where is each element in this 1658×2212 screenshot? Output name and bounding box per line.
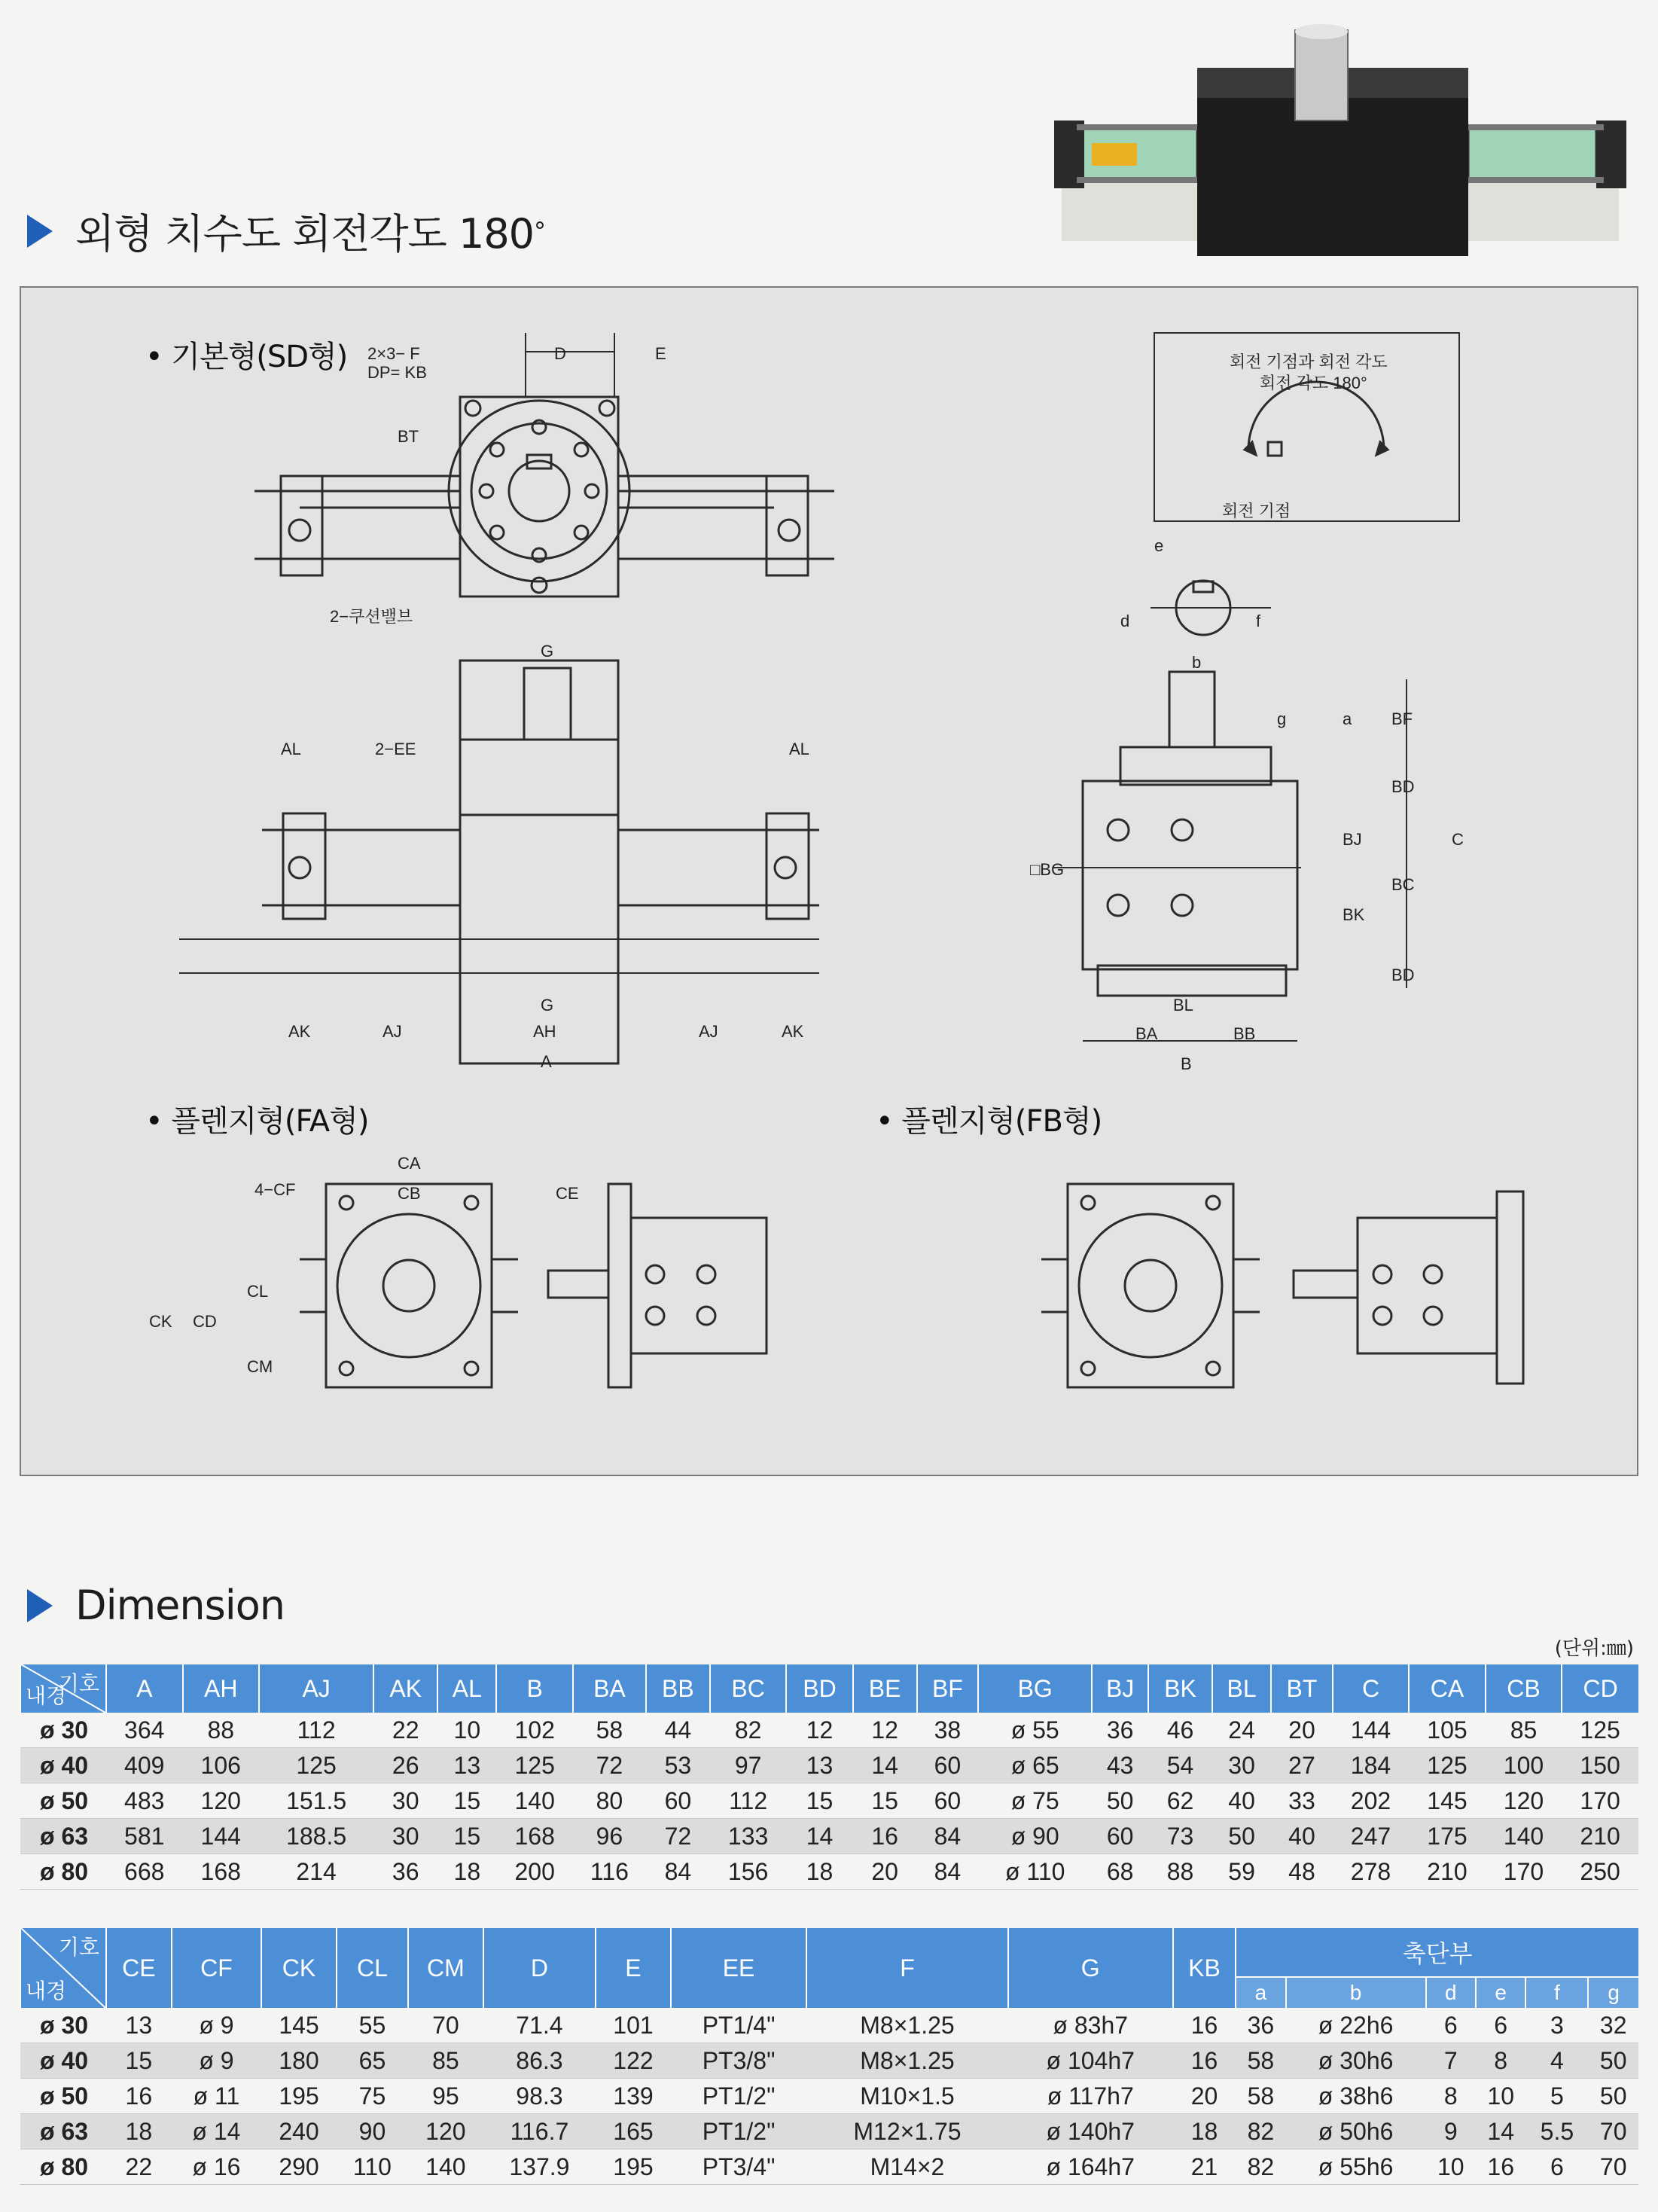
table-corner-cell (20, 1664, 106, 1713)
row-bore-cell: ø 40 (20, 2043, 106, 2079)
table-cell: 137.9 (483, 2149, 596, 2185)
column-header: BB (646, 1664, 710, 1713)
table-cell: 168 (496, 1819, 573, 1854)
row-bore-cell: ø 40 (20, 1748, 106, 1783)
table-cell: PT1/2" (671, 2114, 807, 2149)
table-cell: ø 11 (172, 2079, 262, 2114)
table-cell: 8 (1476, 2043, 1525, 2079)
table-cell: 116 (573, 1854, 646, 1890)
table-row (20, 1748, 1638, 1783)
table-cell: 188.5 (259, 1819, 373, 1854)
table-cell: 60 (917, 1783, 979, 1819)
column-header: AH (183, 1664, 260, 1713)
row-bore-cell: ø 30 (20, 2008, 106, 2043)
table-cell: 133 (710, 1819, 787, 1854)
table-cell: 175 (1409, 1819, 1486, 1854)
column-subheader: a (1236, 1977, 1285, 2008)
table-cell: ø 9 (172, 2043, 262, 2079)
table-cell: 13 (437, 1748, 496, 1783)
table-cell: 102 (496, 1713, 573, 1748)
table-cell: 122 (596, 2043, 671, 2079)
table-cell: ø 117h7 (1008, 2079, 1173, 2114)
table-cell: ø 14 (172, 2114, 262, 2149)
table-cell: 12 (853, 1713, 917, 1748)
table-cell: 10 (1476, 2079, 1525, 2114)
table-cell: M8×1.25 (806, 2008, 1007, 2043)
column-header: AL (437, 1664, 496, 1713)
column-header: EE (671, 1928, 807, 2008)
table-cell: 105 (1409, 1713, 1486, 1748)
column-header: CA (1409, 1664, 1486, 1713)
section-title-text: Dimension (75, 1582, 285, 1629)
dimension-table-1 (20, 1664, 1638, 1890)
row-bore-cell: ø 30 (20, 1713, 106, 1748)
view-label-sd: • 기본형(SD형) (145, 340, 348, 374)
column-header: AK (373, 1664, 437, 1713)
table-cell: 20 (1271, 1713, 1333, 1748)
table-cell: 140 (1486, 1819, 1562, 1854)
table-cell: 170 (1562, 1783, 1638, 1819)
table-cell: 120 (1486, 1783, 1562, 1819)
table-cell: 184 (1333, 1748, 1410, 1783)
table-row (20, 1713, 1638, 1748)
table-cell: 112 (259, 1713, 373, 1748)
table-cell: 53 (646, 1748, 710, 1783)
column-header: CE (106, 1928, 172, 2008)
table-row (20, 1854, 1638, 1890)
table-cell: 9 (1426, 2114, 1476, 2149)
table-cell: 15 (106, 2043, 172, 2079)
table-cell: 97 (710, 1748, 787, 1783)
table-cell: 36 (1092, 1713, 1148, 1748)
table-cell: 150 (1562, 1748, 1638, 1783)
row-bore-cell: ø 80 (20, 2149, 106, 2185)
table-cell: 278 (1333, 1854, 1410, 1890)
table-cell: ø 16 (172, 2149, 262, 2185)
table-cell: 409 (106, 1748, 183, 1783)
table-cell: 72 (573, 1748, 646, 1783)
table-cell: 50 (1588, 2043, 1638, 2079)
table-cell: ø 55 (978, 1713, 1092, 1748)
section-title-dimension (27, 1582, 285, 1629)
column-header: B (496, 1664, 573, 1713)
table-cell: 73 (1148, 1819, 1212, 1854)
section-title-text: 외형 치수도 회전각도 180 (75, 210, 535, 258)
table-cell: 120 (408, 2114, 483, 2149)
table-cell: 18 (786, 1854, 852, 1890)
table-cell: 27 (1271, 1748, 1333, 1783)
table-cell: 195 (261, 2079, 337, 2114)
table-cell: 125 (259, 1748, 373, 1783)
table-header-row (20, 1928, 1638, 1977)
table-cell: 125 (496, 1748, 573, 1783)
table-cell: 100 (1486, 1748, 1562, 1783)
table-cell: 202 (1333, 1783, 1410, 1819)
table-cell: 71.4 (483, 2008, 596, 2043)
table-cell: 120 (183, 1783, 260, 1819)
table-cell: 3 (1525, 2008, 1588, 2043)
column-subheader: g (1588, 1977, 1638, 2008)
table-cell: 210 (1562, 1819, 1638, 1854)
row-bore-cell: ø 50 (20, 2079, 106, 2114)
table-row (20, 2079, 1638, 2114)
table-cell: 116.7 (483, 2114, 596, 2149)
table-cell: ø 55h6 (1286, 2149, 1426, 2185)
table-cell: 125 (1562, 1713, 1638, 1748)
table-header-row (20, 1664, 1638, 1713)
table-cell: 110 (337, 2149, 408, 2185)
table-cell: 65 (337, 2043, 408, 2079)
table-cell: 16 (1173, 2043, 1236, 2079)
table-cell: 106 (183, 1748, 260, 1783)
table-cell: 101 (596, 2008, 671, 2043)
table-cell: 50 (1092, 1783, 1148, 1819)
table-cell: 290 (261, 2149, 337, 2185)
table-cell: 58 (573, 1713, 646, 1748)
corner-label-symbol: 기호 (58, 1936, 99, 1959)
section-title-dimensions-drawing (27, 202, 545, 260)
table-cell: 22 (106, 2149, 172, 2185)
table-cell: 80 (573, 1783, 646, 1819)
table-cell: 140 (408, 2149, 483, 2185)
table-cell: 13 (106, 2008, 172, 2043)
table-cell: 70 (1588, 2114, 1638, 2149)
table-cell: 95 (408, 2079, 483, 2114)
table-cell: 483 (106, 1783, 183, 1819)
table-cell: 82 (710, 1713, 787, 1748)
column-header: BT (1271, 1664, 1333, 1713)
column-header: BD (786, 1664, 852, 1713)
table-cell: 82 (1236, 2149, 1285, 2185)
table-cell: 33 (1271, 1783, 1333, 1819)
drawing-annotations: 2×3− F DP= KB D E BT 2−쿠션밸브 회전 기점과 회전 각도 회전 각도 180° 회전 기점 e d f G AL 2−EE AL G AK AJ AH AJ AK A b g a BF BD BJ BC C BK BD □BG BL BA BB B CA 4−CF CB CE CL CK CD CM (149, 344, 1464, 1376)
table-cell: 86.3 (483, 2043, 596, 2079)
table-cell: 30 (373, 1819, 437, 1854)
table-cell: 10 (1426, 2149, 1476, 2185)
table-cell: 36 (373, 1854, 437, 1890)
table-corner-cell (20, 1928, 106, 2008)
column-header: CB (1486, 1664, 1562, 1713)
table-cell: 12 (786, 1713, 852, 1748)
table-cell: 98.3 (483, 2079, 596, 2114)
table-cell: 144 (183, 1819, 260, 1854)
view-label-fb: • 플렌지형(FB형) (876, 1104, 1102, 1139)
table-cell: 15 (437, 1783, 496, 1819)
table-cell: 5 (1525, 2079, 1588, 2114)
table-cell: 200 (496, 1854, 573, 1890)
table-cell: 14 (786, 1819, 852, 1854)
table-cell: ø 75 (978, 1783, 1092, 1819)
table-cell: 40 (1212, 1783, 1271, 1819)
table-cell: 96 (573, 1819, 646, 1854)
table-cell: 250 (1562, 1854, 1638, 1890)
table-cell: M8×1.25 (806, 2043, 1007, 2079)
degree-mark: ° (534, 216, 546, 246)
table-cell: 21 (1173, 2149, 1236, 2185)
table-cell: ø 140h7 (1008, 2114, 1173, 2149)
column-header: BJ (1092, 1664, 1148, 1713)
unit-note: (단위:㎜) (1554, 1637, 1634, 1660)
column-group-header: 축단부 (1236, 1928, 1638, 1977)
column-header: C (1333, 1664, 1410, 1713)
column-subheader: d (1426, 1977, 1476, 2008)
column-header: G (1008, 1928, 1173, 2008)
table-cell: 16 (106, 2079, 172, 2114)
table-cell: 58 (1236, 2043, 1285, 2079)
table-cell: 26 (373, 1748, 437, 1783)
column-header: BL (1212, 1664, 1271, 1713)
table-cell: 24 (1212, 1713, 1271, 1748)
table-cell: 58 (1236, 2079, 1285, 2114)
table-cell: 88 (183, 1713, 260, 1748)
table-row (20, 2149, 1638, 2185)
column-header: CL (337, 1928, 408, 2008)
table-cell: 364 (106, 1713, 183, 1748)
table-cell: 68 (1092, 1854, 1148, 1890)
table-cell: 30 (373, 1783, 437, 1819)
table-cell: 145 (1409, 1783, 1486, 1819)
table-cell: 38 (917, 1713, 979, 1748)
table-cell: 20 (1173, 2079, 1236, 2114)
table-cell: M14×2 (806, 2149, 1007, 2185)
table-cell: 139 (596, 2079, 671, 2114)
table-cell: 18 (106, 2114, 172, 2149)
table-cell: 214 (259, 1854, 373, 1890)
table-cell: 30 (1212, 1748, 1271, 1783)
table-cell: 44 (646, 1713, 710, 1748)
corner-label-bore: 내경 (26, 1979, 67, 2003)
corner-label-symbol: 기호 (58, 1672, 99, 1695)
column-header: CD (1562, 1664, 1638, 1713)
table-cell: 82 (1236, 2114, 1285, 2149)
table-cell: ø 65 (978, 1748, 1092, 1783)
table-cell: 10 (437, 1713, 496, 1748)
column-header: AJ (259, 1664, 373, 1713)
table-cell: 8 (1426, 2079, 1476, 2114)
table-cell: 151.5 (259, 1783, 373, 1819)
column-header: D (483, 1928, 596, 2008)
table-cell: M12×1.75 (806, 2114, 1007, 2149)
column-header: KB (1173, 1928, 1236, 2008)
row-bore-cell: ø 63 (20, 1819, 106, 1854)
table-cell: 48 (1271, 1854, 1333, 1890)
table-cell: 210 (1409, 1854, 1486, 1890)
column-header: BC (710, 1664, 787, 1713)
column-header: BK (1148, 1664, 1212, 1713)
table-cell: ø 104h7 (1008, 2043, 1173, 2079)
column-header: A (106, 1664, 183, 1713)
triangle-bullet-icon (27, 215, 53, 248)
table-body (20, 1713, 1638, 1890)
table-cell: ø 22h6 (1286, 2008, 1426, 2043)
column-subheader: f (1525, 1977, 1588, 2008)
table-cell: 125 (1409, 1748, 1486, 1783)
table-cell: 7 (1426, 2043, 1476, 2079)
table-cell: PT3/8" (671, 2043, 807, 2079)
table-cell: 18 (437, 1854, 496, 1890)
table-cell: 16 (1476, 2149, 1525, 2185)
table-cell: 84 (917, 1819, 979, 1854)
table-cell: 72 (646, 1819, 710, 1854)
table-cell: 156 (710, 1854, 787, 1890)
table-cell: 18 (1173, 2114, 1236, 2149)
table-cell: 88 (1148, 1854, 1212, 1890)
table-cell: 6 (1426, 2008, 1476, 2043)
table-cell: 240 (261, 2114, 337, 2149)
table-cell: 165 (596, 2114, 671, 2149)
table-cell: 43 (1092, 1748, 1148, 1783)
table-cell: 195 (596, 2149, 671, 2185)
table-cell: 180 (261, 2043, 337, 2079)
table-cell: ø 83h7 (1008, 2008, 1173, 2043)
table-cell: 14 (853, 1748, 917, 1783)
table-cell: 15 (853, 1783, 917, 1819)
table-cell: 16 (853, 1819, 917, 1854)
column-subheader: b (1286, 1977, 1426, 2008)
table-cell: 90 (337, 2114, 408, 2149)
column-header: BE (853, 1664, 917, 1713)
table-cell: PT1/2" (671, 2079, 807, 2114)
table-cell: PT3/4" (671, 2149, 807, 2185)
table-cell: 54 (1148, 1748, 1212, 1783)
table-cell: PT1/4" (671, 2008, 807, 2043)
table-cell: 84 (917, 1854, 979, 1890)
column-header: BG (978, 1664, 1092, 1713)
table-cell: 140 (496, 1783, 573, 1819)
table-cell: ø 164h7 (1008, 2149, 1173, 2185)
table-cell: 50 (1212, 1819, 1271, 1854)
table-cell: ø 9 (172, 2008, 262, 2043)
table-cell: 581 (106, 1819, 183, 1854)
table-cell: ø 90 (978, 1819, 1092, 1854)
dimension-table-2 (20, 1928, 1638, 2185)
view-label-fa: • 플렌지형(FA형) (145, 1104, 369, 1139)
drawing-panel (20, 286, 1638, 1476)
column-header: CM (408, 1928, 483, 2008)
table-cell: 36 (1236, 2008, 1285, 2043)
column-header: E (596, 1928, 671, 2008)
table-cell: 59 (1212, 1854, 1271, 1890)
table-cell: 46 (1148, 1713, 1212, 1748)
table-cell: 85 (408, 2043, 483, 2079)
table-cell: 70 (1588, 2149, 1638, 2185)
table-cell: 60 (917, 1748, 979, 1783)
table-row (20, 1819, 1638, 1854)
table-row (20, 2008, 1638, 2043)
table-cell: 6 (1525, 2149, 1588, 2185)
table-cell: 668 (106, 1854, 183, 1890)
column-header: BF (917, 1664, 979, 1713)
table-cell: 144 (1333, 1713, 1410, 1748)
table-row (20, 2043, 1638, 2079)
table-cell: 55 (337, 2008, 408, 2043)
table-cell: 60 (646, 1783, 710, 1819)
column-header: F (806, 1928, 1007, 2008)
table-cell: 4 (1525, 2043, 1588, 2079)
table-cell: 247 (1333, 1819, 1410, 1854)
table-body (20, 2008, 1638, 2185)
table-cell: 85 (1486, 1713, 1562, 1748)
table-cell: 170 (1486, 1854, 1562, 1890)
table-cell: 22 (373, 1713, 437, 1748)
table-row (20, 1783, 1638, 1819)
column-header: CF (172, 1928, 262, 2008)
table-cell: 84 (646, 1854, 710, 1890)
row-bore-cell: ø 63 (20, 2114, 106, 2149)
table-cell: 50 (1588, 2079, 1638, 2114)
row-bore-cell: ø 80 (20, 1854, 106, 1890)
table-cell: 15 (437, 1819, 496, 1854)
table-cell: 15 (786, 1783, 852, 1819)
table-cell: 32 (1588, 2008, 1638, 2043)
column-subheader: e (1476, 1977, 1525, 2008)
table-cell: 6 (1476, 2008, 1525, 2043)
table-cell: 168 (183, 1854, 260, 1890)
table-cell: 40 (1271, 1819, 1333, 1854)
table-cell: 75 (337, 2079, 408, 2114)
table-cell: M10×1.5 (806, 2079, 1007, 2114)
column-header: BA (573, 1664, 646, 1713)
table-cell: ø 110 (978, 1854, 1092, 1890)
table-cell: ø 50h6 (1286, 2114, 1426, 2149)
table-cell: ø 38h6 (1286, 2079, 1426, 2114)
table-cell: 13 (786, 1748, 852, 1783)
column-header: CK (261, 1928, 337, 2008)
table-cell: 16 (1173, 2008, 1236, 2043)
table-cell: 112 (710, 1783, 787, 1819)
product-photo (1047, 15, 1634, 271)
triangle-bullet-icon (27, 1589, 53, 1622)
table-cell: 14 (1476, 2114, 1525, 2149)
corner-label-bore: 내경 (26, 1684, 67, 1707)
table-cell: 60 (1092, 1819, 1148, 1854)
table-cell: 70 (408, 2008, 483, 2043)
table-cell: 145 (261, 2008, 337, 2043)
table-cell: 20 (853, 1854, 917, 1890)
table-row (20, 2114, 1638, 2149)
table-cell: 5.5 (1525, 2114, 1588, 2149)
row-bore-cell: ø 50 (20, 1783, 106, 1819)
table-cell: ø 30h6 (1286, 2043, 1426, 2079)
table-cell: 62 (1148, 1783, 1212, 1819)
